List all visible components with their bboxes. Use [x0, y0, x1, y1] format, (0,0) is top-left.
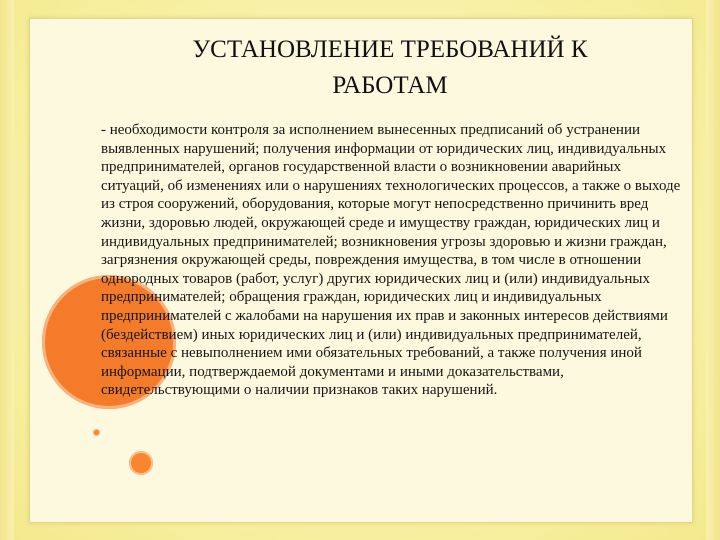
orange-circle-decoration-small	[129, 451, 153, 475]
slide-title	[120, 32, 660, 104]
orange-circle-decoration-dot	[93, 429, 100, 436]
right-decor-stripe	[706, 0, 720, 540]
slide-title-line-1: УСТАНОВЛЕНИЕ ТРЕБОВАНИЙ К	[192, 36, 588, 63]
slide-body-paragraph: - необходимости контроля за исполнением вынесенных предписаний об устранении выявленных нарушений; получения информации от юридических лиц, индивидуальных предпринимателей, органов государственной власти о возникновении аварийных ситуаций, об изменениях или о нарушениях технологических процессов, а также о выходе из строя сооружений, оборудования, которые могут непосредственно причинить вред жизни, здоровью людей, окружающей среде и имуществу граждан, юридических лиц и индивидуальных предпринимателей; возникновения угрозы здоровью и жизни граждан, загрязнения окружающей среды, повреждения имущества, в том числе в отношении однородных товаров (работ, услуг) других юридических лиц и (или) индивидуальных предпринимателей; обращения граждан, юридических лиц и индивидуальных предпринимателей с жалобами на нарушения их прав и законных интересов действиями (бездействием) иных юридических лиц и (или) индивидуальных предпринимателей, связанные с невыполнением ими обязательных требований, а также получения иной информации, подтверждаемой документами и иными доказательствами, свидетельствующими о наличии признаков таких нарушений.	[101, 122, 681, 399]
slide-body	[101, 121, 681, 400]
left-decor-stripe	[0, 0, 14, 540]
slide-title-line-2: РАБОТАМ	[332, 72, 448, 99]
